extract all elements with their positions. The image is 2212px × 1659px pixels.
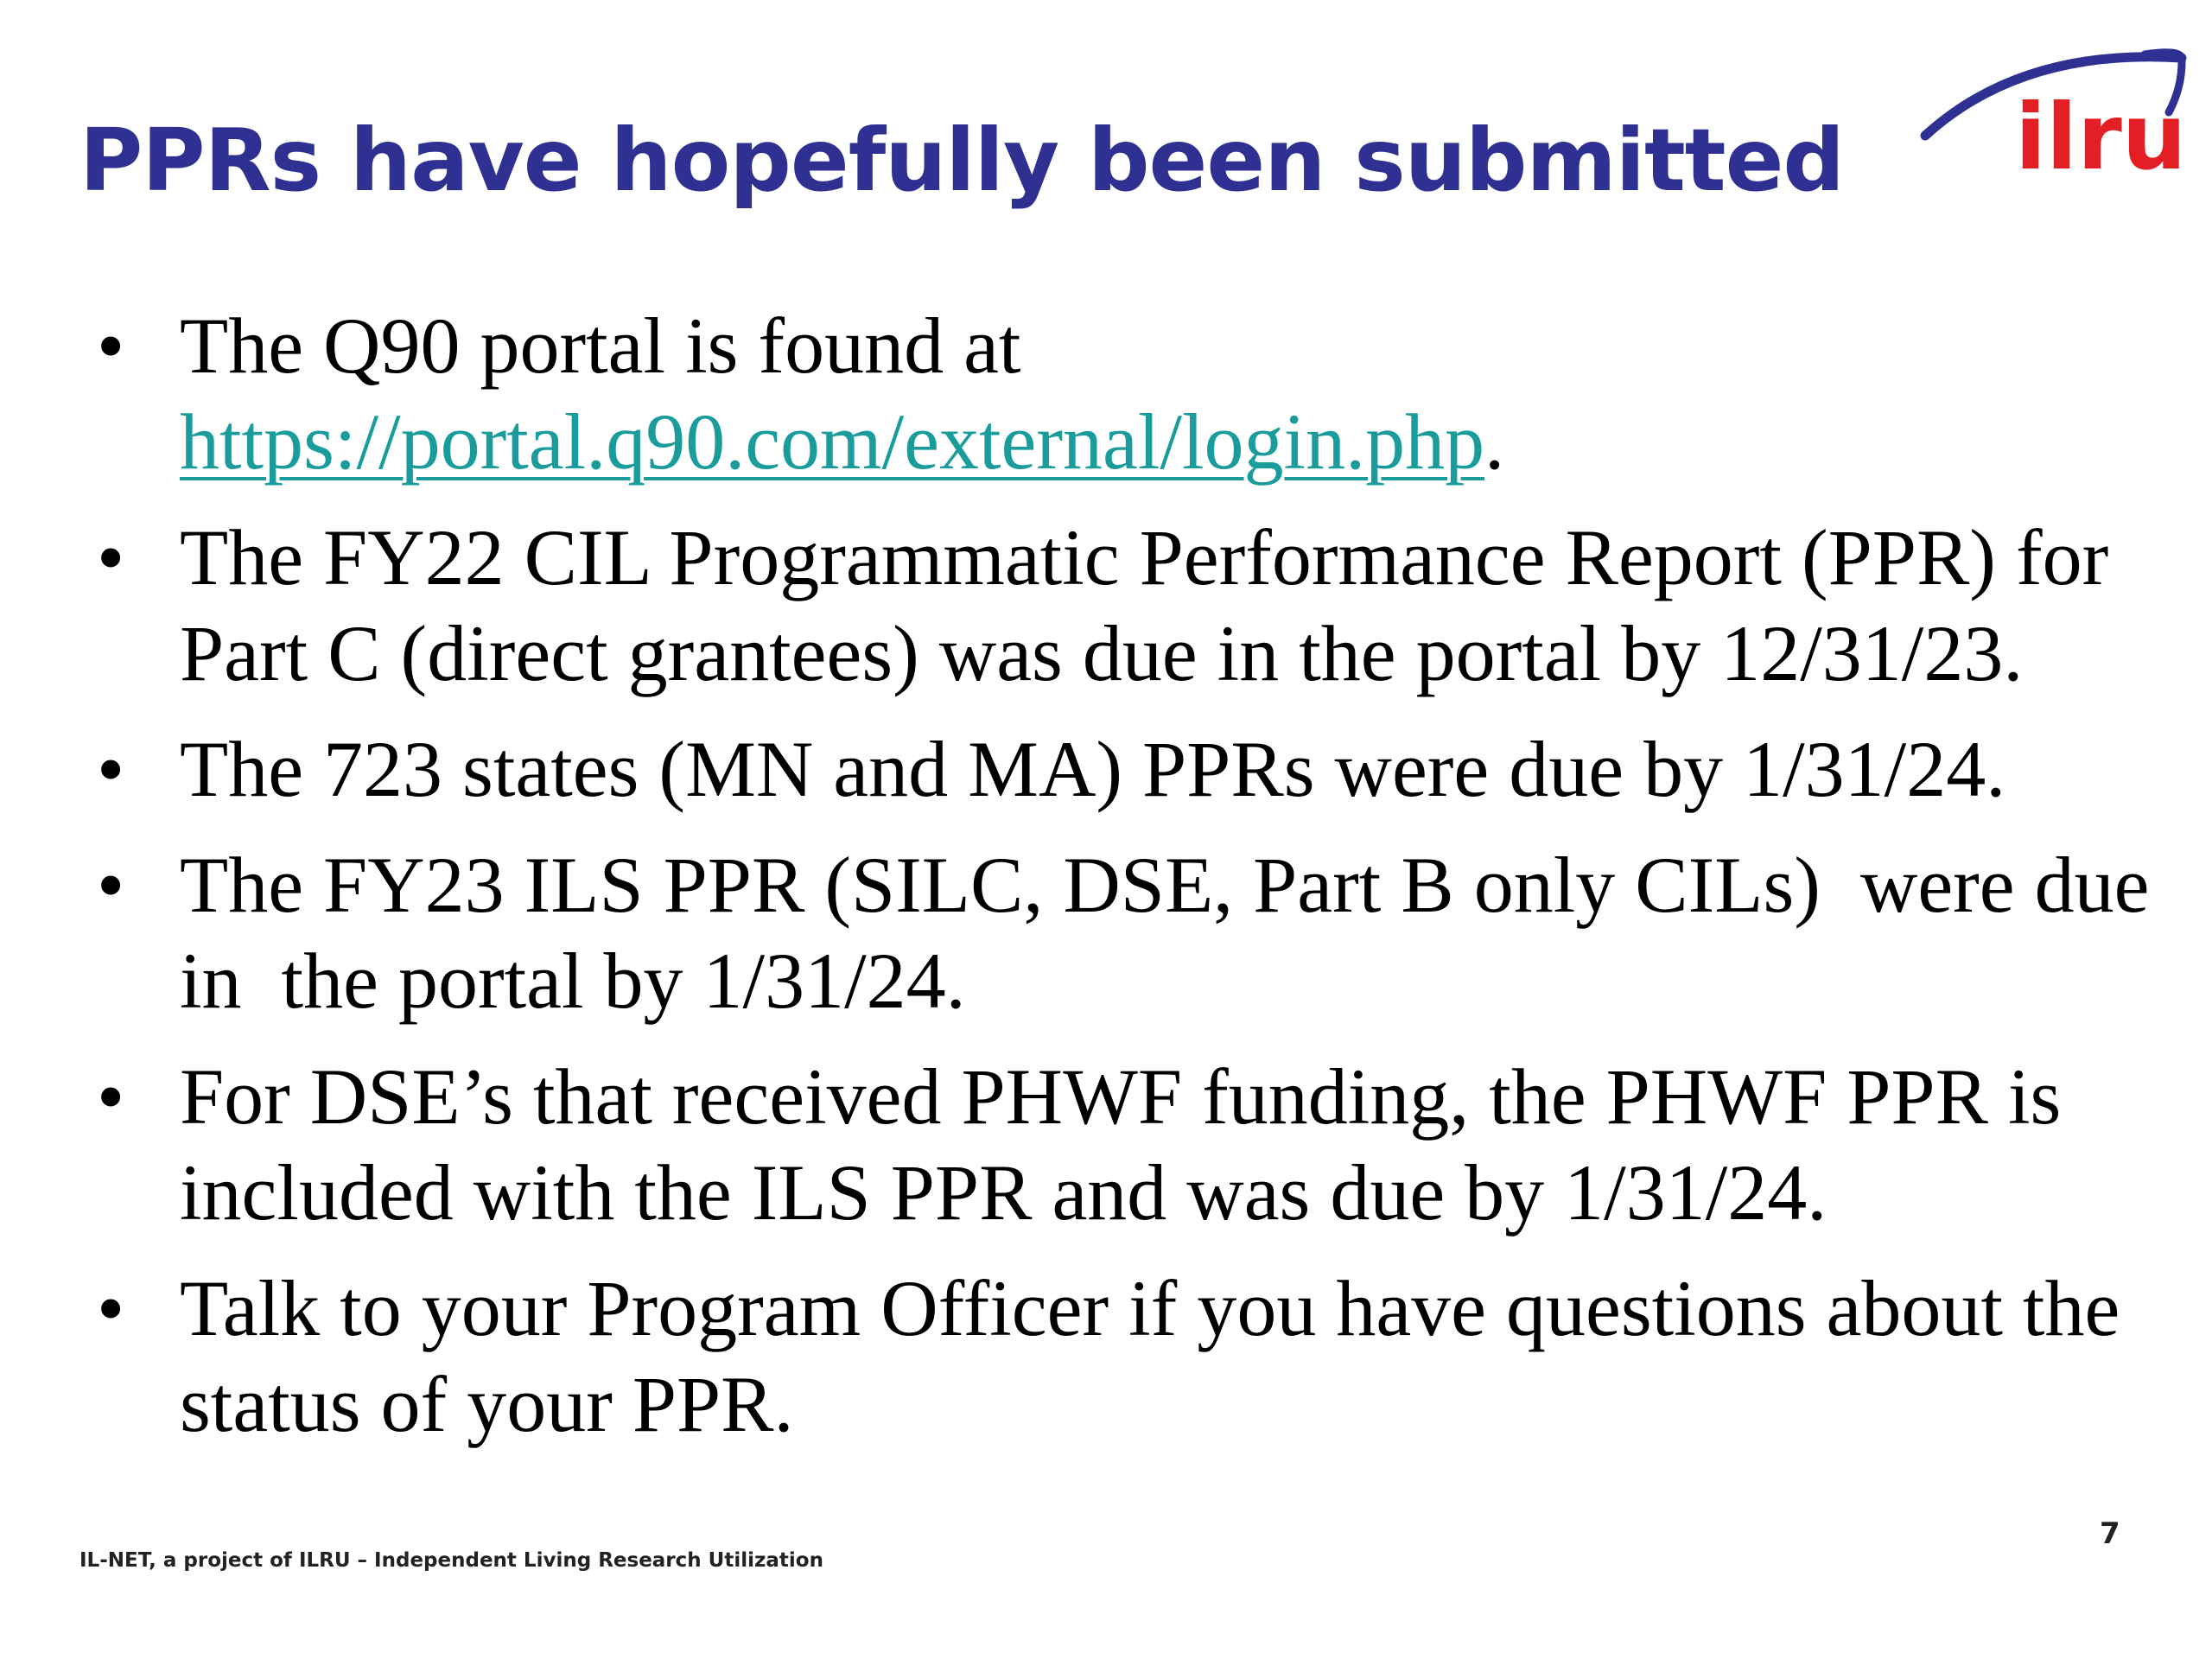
bullet-item (0, 1261, 2212, 1452)
bullet-item (0, 298, 2212, 490)
bullet-text: The 723 states (MN and MA) PPRs were due by 1/31/24. (180, 725, 2006, 813)
slide-title: PPRs have hopefully been submitted (79, 110, 1844, 211)
bullet-suffix: . (1484, 397, 1505, 486)
bullet-text: The Q90 portal is found at (180, 302, 1021, 390)
bullet-item (0, 1049, 2212, 1241)
bullet-text: The FY23 ILS PPR (SILC, DSE, Part B only CILs) were due in the portal by 1/31/24. (180, 841, 2170, 1025)
bullet-marker: • (97, 302, 125, 390)
bullet-marker: • (97, 1052, 125, 1141)
bullet-text: The FY22 CIL Programmatic Performance Report (PPR) for Part C (direct grantees) was due in the portal by 12/31/23. (180, 513, 2109, 697)
page-number: 7 (2100, 1516, 2120, 1551)
bullet-text: For DSE’s that received PHWF funding, the PHWF PPR is included with the ILS PPR and was due by 1/31/24. (180, 1052, 2062, 1236)
bullet-marker: • (97, 841, 125, 929)
bullet-item (0, 721, 2212, 817)
q90-portal-link[interactable]: https://portal.q90.com/external/login.php (180, 397, 1485, 486)
ilru-logo-icon (1918, 39, 2195, 186)
bullet-text: Talk to your Program Officer if you have questions about the status of your PPR. (180, 1264, 2120, 1448)
bullet-item (0, 510, 2212, 702)
logo-text: ilru (2015, 85, 2187, 186)
bullet-marker: • (97, 513, 125, 601)
bullet-list (0, 298, 2212, 1472)
bullet-marker: • (97, 1264, 125, 1352)
slide-footer: IL-NET, a project of ILRU – Independent Living Research Utilization (79, 1549, 823, 1572)
bullet-marker: • (97, 725, 125, 813)
bullet-item (0, 837, 2212, 1029)
